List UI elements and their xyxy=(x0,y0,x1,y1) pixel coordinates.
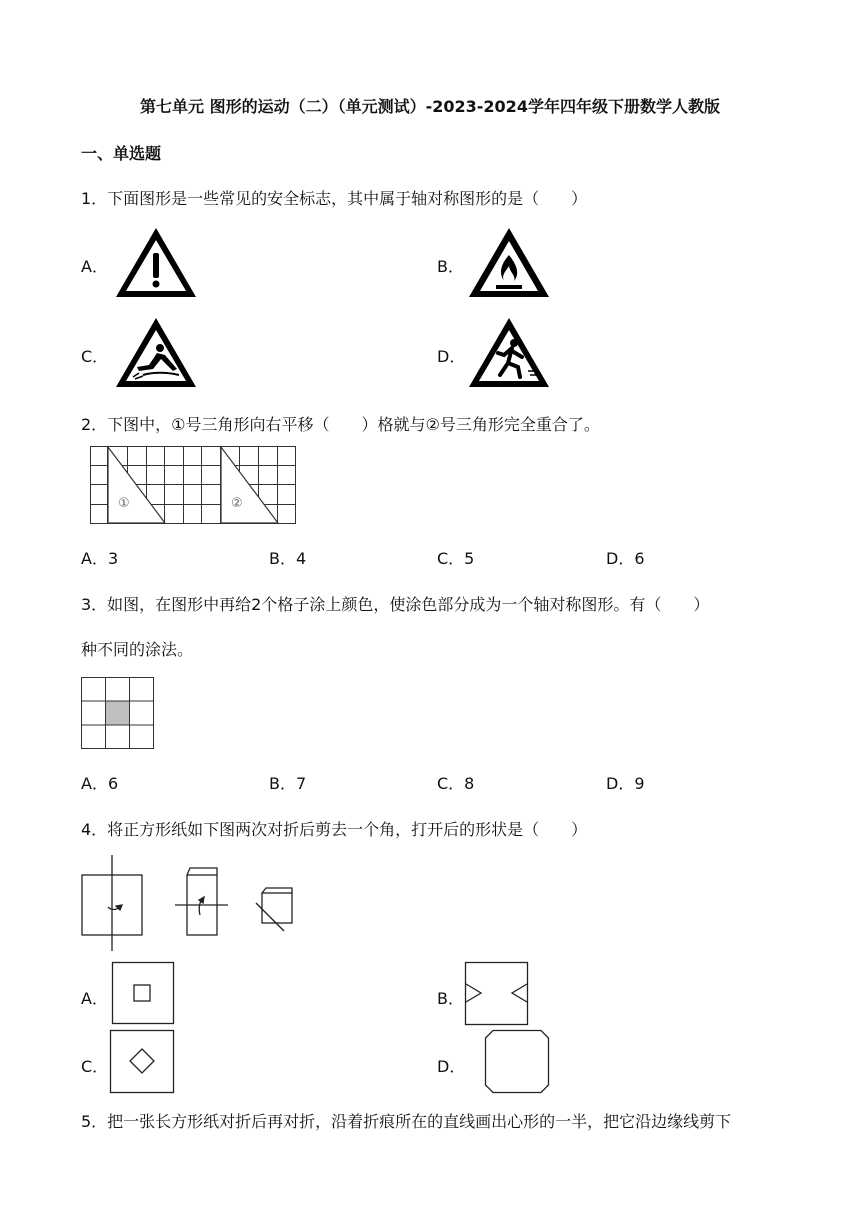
q4-option-d-label: D． xyxy=(437,1057,466,1076)
q1-option-b-label: B． xyxy=(437,257,464,276)
question-4-text: 4．将正方形纸如下图两次对折后剪去一个角，打开后的形状是（ ） xyxy=(81,820,588,839)
question-2-text: 2．下图中，①号三角形向右平移（ ）格就与②号三角形完全重合了。 xyxy=(81,415,600,434)
q1-option-c-label: C． xyxy=(81,347,109,366)
q4-option-c-label: C． xyxy=(81,1057,109,1076)
q1-option-d-label: D． xyxy=(437,347,466,366)
exclamation-warning-icon xyxy=(113,225,199,301)
translation-grid-figure xyxy=(90,446,296,524)
triangle-2-label: ② xyxy=(231,496,243,511)
triangle-1-label: ① xyxy=(118,496,130,511)
q3-option-a: A．6 xyxy=(81,774,119,793)
q4-option-b-figure xyxy=(465,962,528,1025)
flammable-warning-icon xyxy=(466,225,552,301)
question-1-text: 1．下面图形是一些常见的安全标志，其中属于轴对称图形的是（ ） xyxy=(81,189,588,208)
q3-option-d: D．9 xyxy=(606,774,645,793)
q4-option-b-label: B． xyxy=(437,989,464,1008)
three-by-three-grid-figure xyxy=(81,677,154,749)
q4-option-a-figure xyxy=(112,962,174,1024)
q4-option-c-figure xyxy=(110,1030,174,1093)
q4-option-d-figure xyxy=(485,1030,549,1093)
q2-option-c: C．5 xyxy=(437,549,475,568)
shaded-cell xyxy=(106,701,130,725)
q1-option-a-label: A． xyxy=(81,257,108,276)
q3-option-b: B．7 xyxy=(269,774,307,793)
q2-option-b: B．4 xyxy=(269,549,307,568)
q3-option-c: C．8 xyxy=(437,774,475,793)
q2-option-d: D．6 xyxy=(606,549,645,568)
section-heading: 一、单选题 xyxy=(81,144,162,163)
paper-folding-steps-figure xyxy=(80,855,300,951)
question-5-text: 5．把一张长方形纸对折后再对折，沿着折痕所在的直线画出心形的一半，把它沿边缘线剪下 xyxy=(81,1112,732,1131)
question-3-text-line-1: 3．如图，在图形中再给2个格子涂上颜色，使涂色部分成为一个轴对称图形。有（ ） xyxy=(81,595,710,614)
q4-option-a-label: A． xyxy=(81,989,108,1008)
running-person-warning-icon xyxy=(466,315,552,391)
slippery-floor-warning-icon xyxy=(113,315,199,391)
question-3-text-line-2: 种不同的涂法。 xyxy=(81,640,194,659)
page-title: 第七单元 图形的运动（二）（单元测试）-2023-2024学年四年级下册数学人教版 xyxy=(140,97,720,116)
q2-option-a: A．3 xyxy=(81,549,119,568)
